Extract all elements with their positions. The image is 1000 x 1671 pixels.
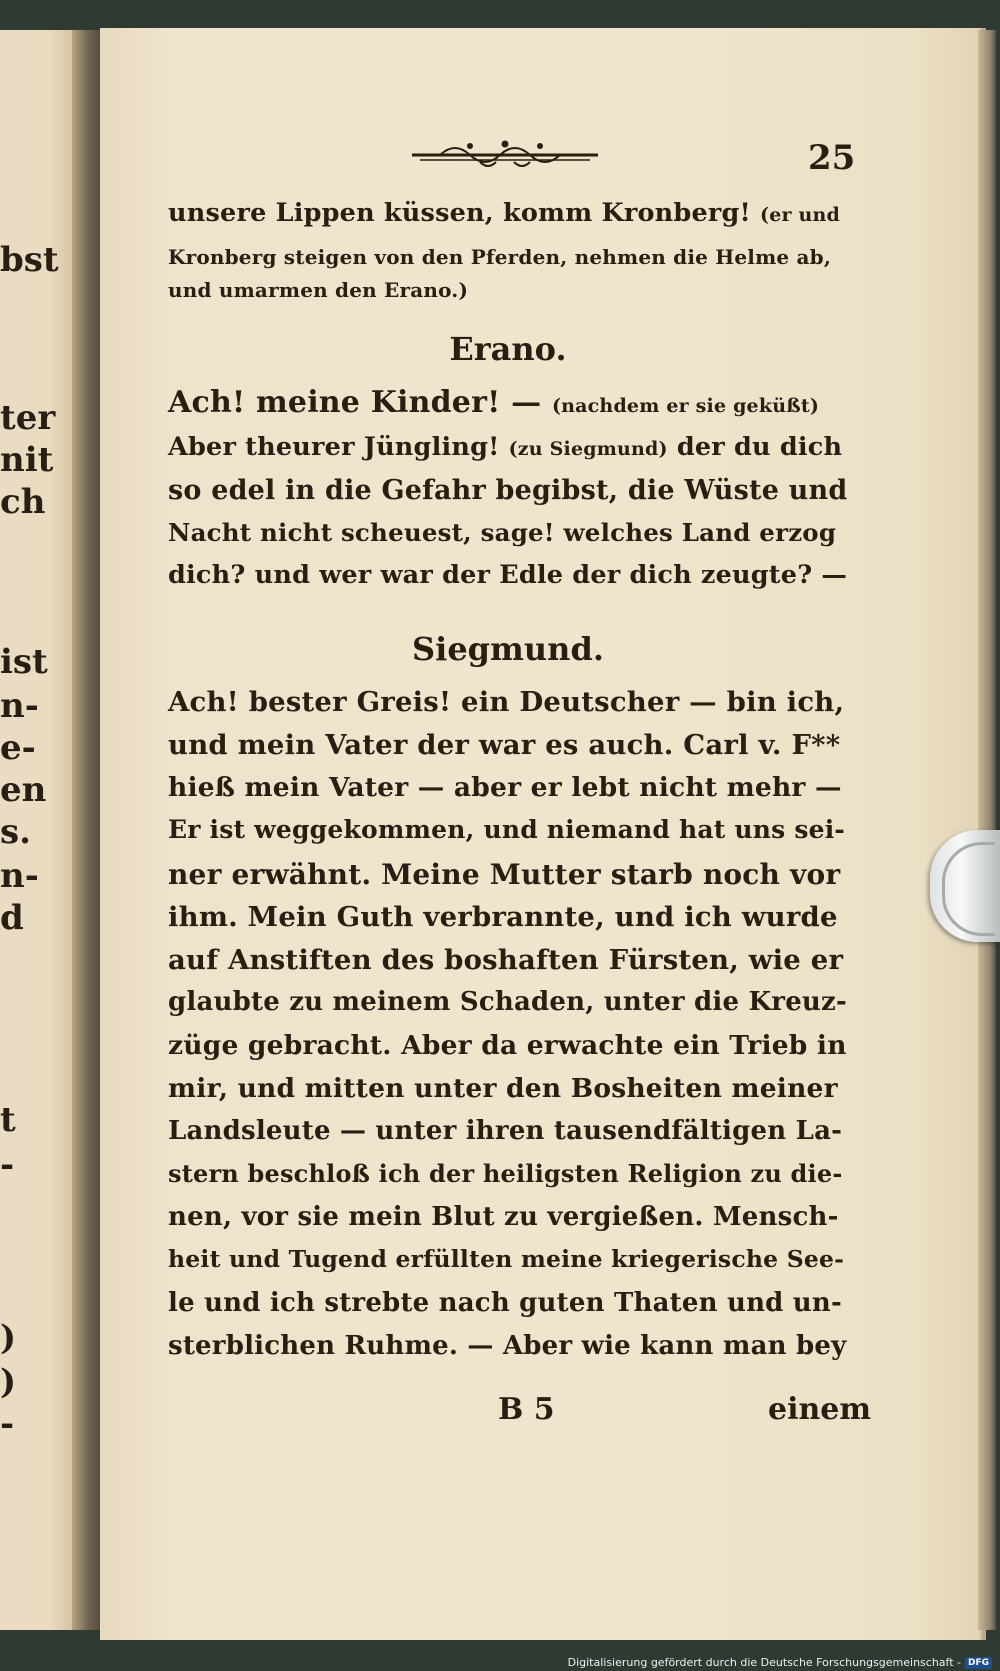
- digitization-credit: [568, 1656, 992, 1669]
- credit-text: Digitalisierung gefördert durch die Deutsche Forschungsgemeinschaft -: [567, 1656, 961, 1669]
- text-line: le und ich strebte nach guten Thaten und un-: [168, 1288, 843, 1318]
- stage-direction-line: [168, 245, 848, 269]
- text-line: [168, 198, 848, 228]
- text-line: mir, und mitten unter den Bosheiten meiner: [168, 1073, 838, 1104]
- left-fragment: t: [0, 1100, 16, 1140]
- left-fragment: bst: [0, 240, 59, 280]
- text-line: glaubte zu meinem Schaden, unter die Kreuz-: [168, 987, 847, 1017]
- speaker-name: Siegmund.: [412, 630, 604, 668]
- text-line: und mein Vater der war es auch. Carl v. F**: [168, 729, 841, 761]
- text-line: Ach! bester Greis! ein Deutscher — bin ich,: [168, 686, 845, 718]
- signature-mark: B 5: [498, 1392, 555, 1427]
- text-line: ner erwähnt. Meine Mutter starb noch vor: [168, 858, 841, 891]
- text-line: [168, 432, 848, 462]
- text-line: nen, vor sie mein Blut zu vergießen. Mensch-: [168, 1202, 839, 1232]
- left-fragment: e-: [0, 728, 36, 768]
- text-line: dich? und wer war der Edle der dich zeugte? —: [168, 560, 848, 590]
- text-line: [168, 385, 848, 420]
- left-fragment: ter: [0, 398, 56, 438]
- text-line: auf Anstiften des boshaften Fürsten, wie er: [168, 944, 844, 976]
- stage-direction: Kronberg steigen von den Pferden, nehmen die Helme ab,: [168, 245, 832, 269]
- stage-direction: (nachdem er sie geküßt): [551, 395, 820, 417]
- stage-direction: und umarmen den Erano.): [168, 278, 469, 302]
- left-fragment: ch: [0, 482, 46, 522]
- left-fragment: n-: [0, 856, 39, 896]
- text-main: Aber theurer Jüngling!: [168, 432, 509, 462]
- text-line: Er ist weggekommen, und niemand hat uns sei-: [168, 815, 845, 844]
- left-fragment: -: [0, 1145, 15, 1185]
- left-fragment: ): [0, 1362, 17, 1402]
- ornament-icon: [410, 138, 600, 172]
- text-main: der du dich: [667, 432, 843, 462]
- stage-direction: (er und: [760, 204, 841, 226]
- text-line: ihm. Mein Guth verbrannte, und ich wurde: [168, 901, 838, 933]
- catchword: einem: [768, 1392, 872, 1427]
- page-number: 25: [808, 138, 856, 178]
- text-line: Landsleute — unter ihren tausendfältigen La-: [168, 1116, 843, 1146]
- stage-direction: (zu Siegmund): [508, 438, 668, 460]
- left-fragment: ): [0, 1318, 17, 1358]
- speaker-name: Erano.: [449, 330, 567, 368]
- left-fragment: ist: [0, 642, 48, 682]
- left-fragment: nit: [0, 440, 54, 480]
- text-line: züge gebracht. Aber da erwachte ein Trieb in: [168, 1030, 847, 1061]
- left-fragment: s.: [0, 812, 31, 852]
- text-line: heit und Tugend erfüllten meine kriegerische See-: [168, 1245, 845, 1273]
- left-fragment: en: [0, 770, 47, 810]
- text-line: so edel in die Gefahr begibst, die Wüste und: [168, 475, 848, 506]
- text-main: unsere Lippen küssen, komm Kronberg!: [168, 198, 761, 228]
- text-line: hieß mein Vater — aber er lebt nicht mehr —: [168, 772, 842, 803]
- text-line: stern beschloß ich der heiligsten Religion zu die-: [168, 1159, 843, 1188]
- left-fragment: n-: [0, 686, 39, 726]
- text-line: Nacht nicht scheuest, sage! welches Land erzog: [168, 518, 837, 547]
- stage-direction-line: [168, 278, 848, 302]
- text-line: sterblichen Ruhme. — Aber wie kann man bey: [168, 1331, 847, 1361]
- left-fragment: d: [0, 898, 24, 938]
- left-fragment: -: [0, 1404, 15, 1444]
- dfg-logo: DFG: [965, 1657, 992, 1669]
- text-main: Ach! meine Kinder! —: [168, 385, 552, 420]
